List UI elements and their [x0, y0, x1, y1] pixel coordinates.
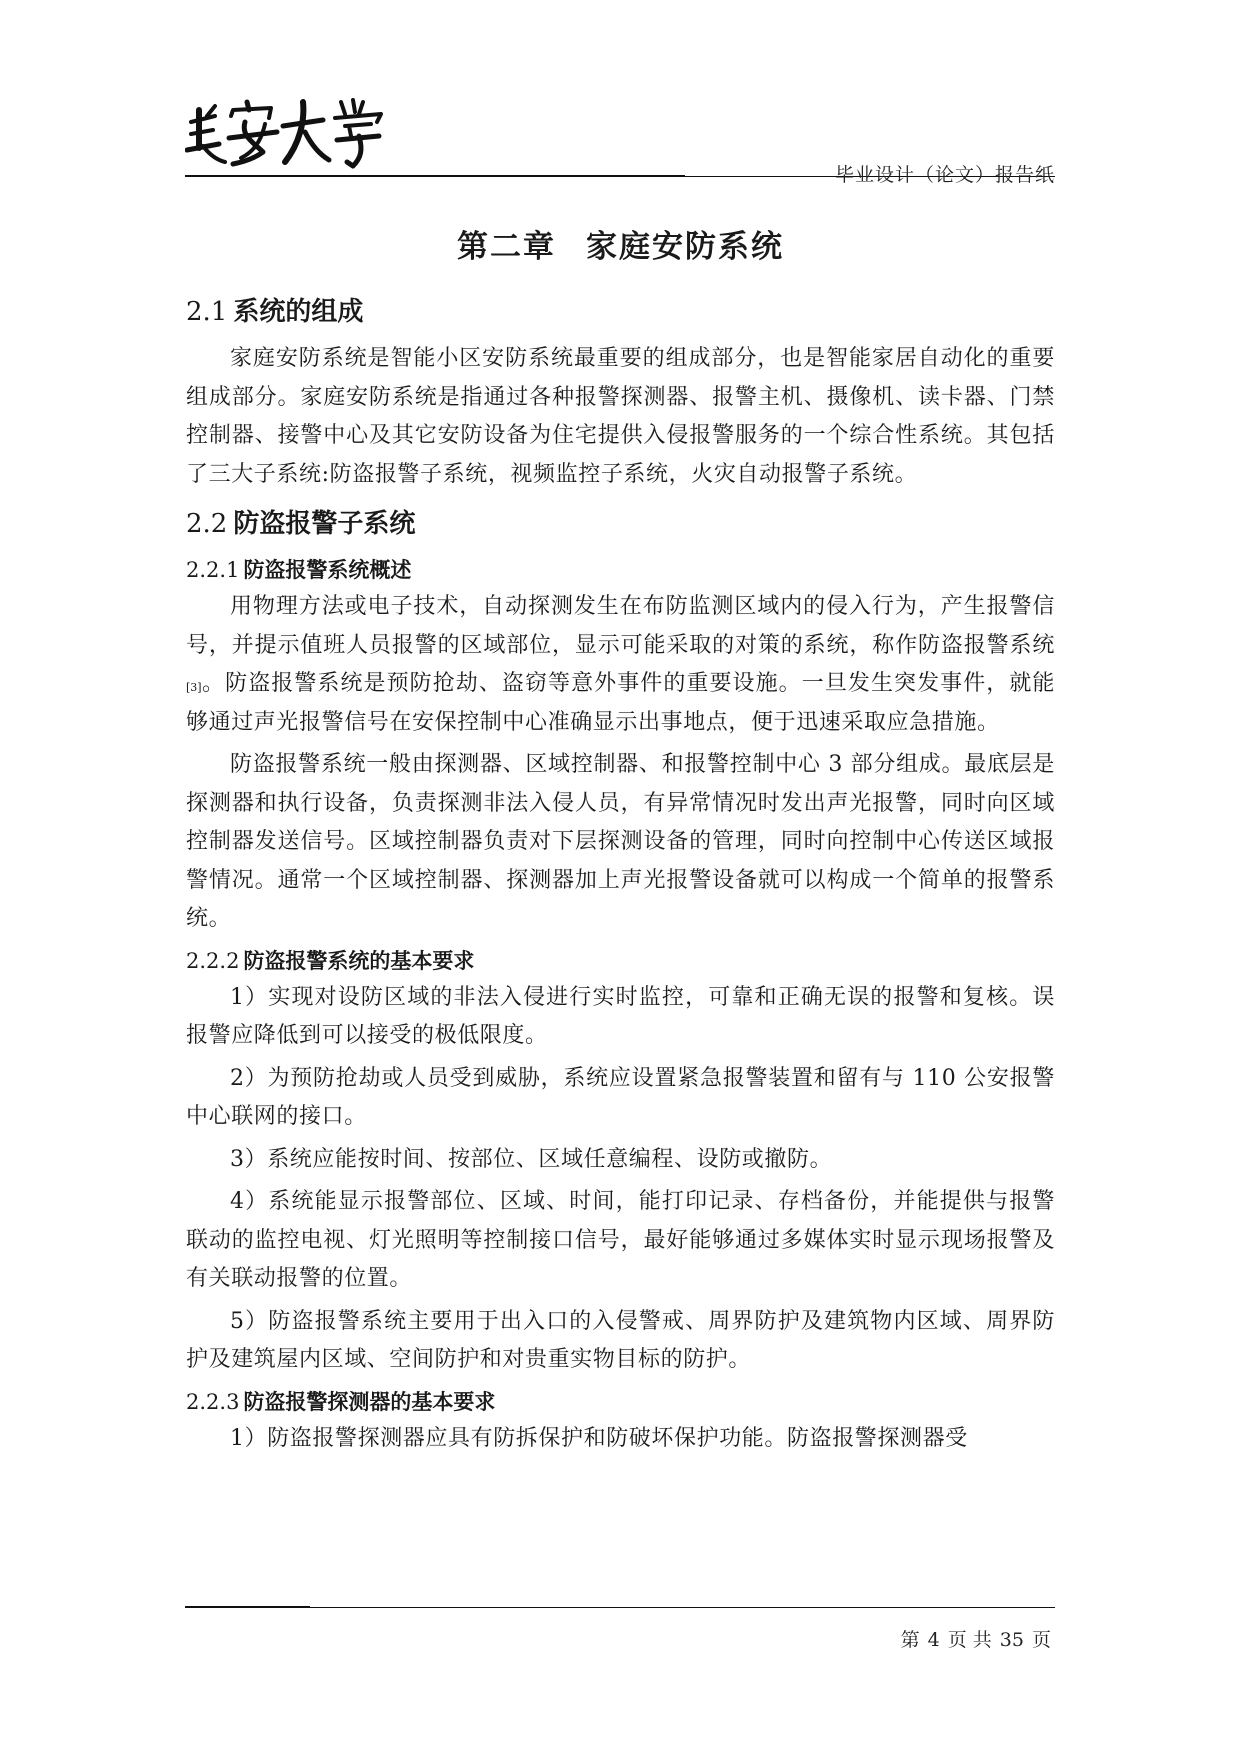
section-heading-2-2	[186, 504, 1055, 544]
header-label: 毕业设计（论文）报告纸	[834, 164, 1055, 186]
page-prefix: 第	[900, 1629, 920, 1651]
paragraph: 防盗报警系统一般由探测器、区域控制器、和报警控制中心 3 部分组成。最底层是探测器和执行设备，负责探测非法入侵人员，有异常情况时发出声光报警，同时向区域控制器发送信号。区域控制器负责对下层探测设备的管理，同时向控制中心传送区域报警情况。通常一个区域控制器、探测器加上声光报警设备就可以构成一个简单的报警系统。	[186, 752, 1055, 931]
page-current: 4	[927, 1629, 940, 1651]
page-suffix: 页	[1031, 1629, 1051, 1651]
citation-ref: [3]	[186, 681, 202, 694]
subsection-number: 2.2.2	[186, 948, 240, 973]
list-item: 3）系统应能按时间、按部位、区域任意编程、设防或撤防。	[230, 1146, 833, 1172]
paragraph-text: 。防盗报警系统是预防抢劫、盗窃等意外事件的重要设施。一旦发生突发事件，就能够通过声光报警信号在安保控制中心准确显示出事地点，便于迅速采取应急措施。	[186, 671, 1055, 735]
subsection-heading-2-2-3	[186, 1384, 1055, 1420]
paragraph: 家庭安防系统是智能小区安防系统最重要的组成部分，也是智能家居自动化的重要组成部分。家庭安防系统是指通过各种报警探测器、报警主机、摄像机、读卡器、门禁控制器、接警中心及其它安防设备为住宅提供入侵报警服务的一个综合性系统。其包括了三大子系统:防盗报警子系统，视频监控子系统，火灾自动报警子系统。	[186, 346, 1055, 487]
list-item: 1）防盗报警探测器应具有防拆保护和防破坏保护功能。防盗报警探测器受	[230, 1425, 968, 1451]
subsection-heading-2-2-2	[186, 943, 1055, 979]
list-item: 4）系统能显示报警部位、区域、时间，能打印记录、存档备份，并能提供与报警联动的监控电视、灯光照明等控制接口信号，最好能够通过多媒体实时显示现场报警及有关联动报警的位置。	[186, 1189, 1055, 1291]
paragraph-text: 用物理方法或电子技术，自动探测发生在布防监测区域内的侵入行为，产生报警信号，并提示值班人员报警的区域部位，显示可能采取的对策的系统，称作防盗报警系统	[186, 594, 1055, 658]
section-number: 2.2	[186, 509, 228, 539]
footer-rule-thick	[185, 1606, 310, 1608]
subsection-number: 2.2.1	[186, 558, 240, 582]
page-mid: 页 共	[947, 1629, 992, 1651]
subsection-number: 2.2.3	[186, 1389, 240, 1414]
chapter-title	[186, 221, 1055, 266]
footer-rule-thin	[310, 1607, 1055, 1608]
header-rule-thick	[185, 175, 685, 177]
subsection-title: 防盗报警系统概述	[243, 558, 412, 582]
page-number	[897, 1625, 1055, 1652]
subsection-heading-2-2-1	[186, 552, 1055, 588]
paragraph	[186, 588, 1055, 742]
page-content	[186, 215, 1055, 1462]
section-number: 2.1	[186, 297, 228, 327]
section-title: 系统的组成	[233, 297, 364, 327]
subsection-title: 防盗报警系统的基本要求	[243, 948, 475, 973]
subsection-title: 防盗报警探测器的基本要求	[243, 1389, 496, 1414]
chapter-label: 第二章	[457, 229, 556, 265]
list-item: 1）实现对设防区域的非法入侵进行实时监控，可靠和正确无误的报警和复核。误报警应降低到可以接受的极低限度。	[186, 984, 1055, 1048]
list-item: 2）为预防抢劫或人员受到威胁，系统应设置紧急报警装置和留有与 110 公安报警中心联网的接口。	[186, 1065, 1055, 1129]
section-heading-2-1	[186, 292, 1055, 332]
page-total: 35	[999, 1629, 1024, 1651]
section-title: 防盗报警子系统	[233, 509, 416, 539]
list-item: 5）防盗报警系统主要用于出入口的入侵警戒、周界防护及建筑物内区域、周界防护及建筑屋内区域、空间防护和对贵重实物目标的防护。	[186, 1308, 1055, 1372]
chapter-name: 家庭安防系统	[586, 229, 784, 265]
university-logo	[185, 92, 385, 170]
